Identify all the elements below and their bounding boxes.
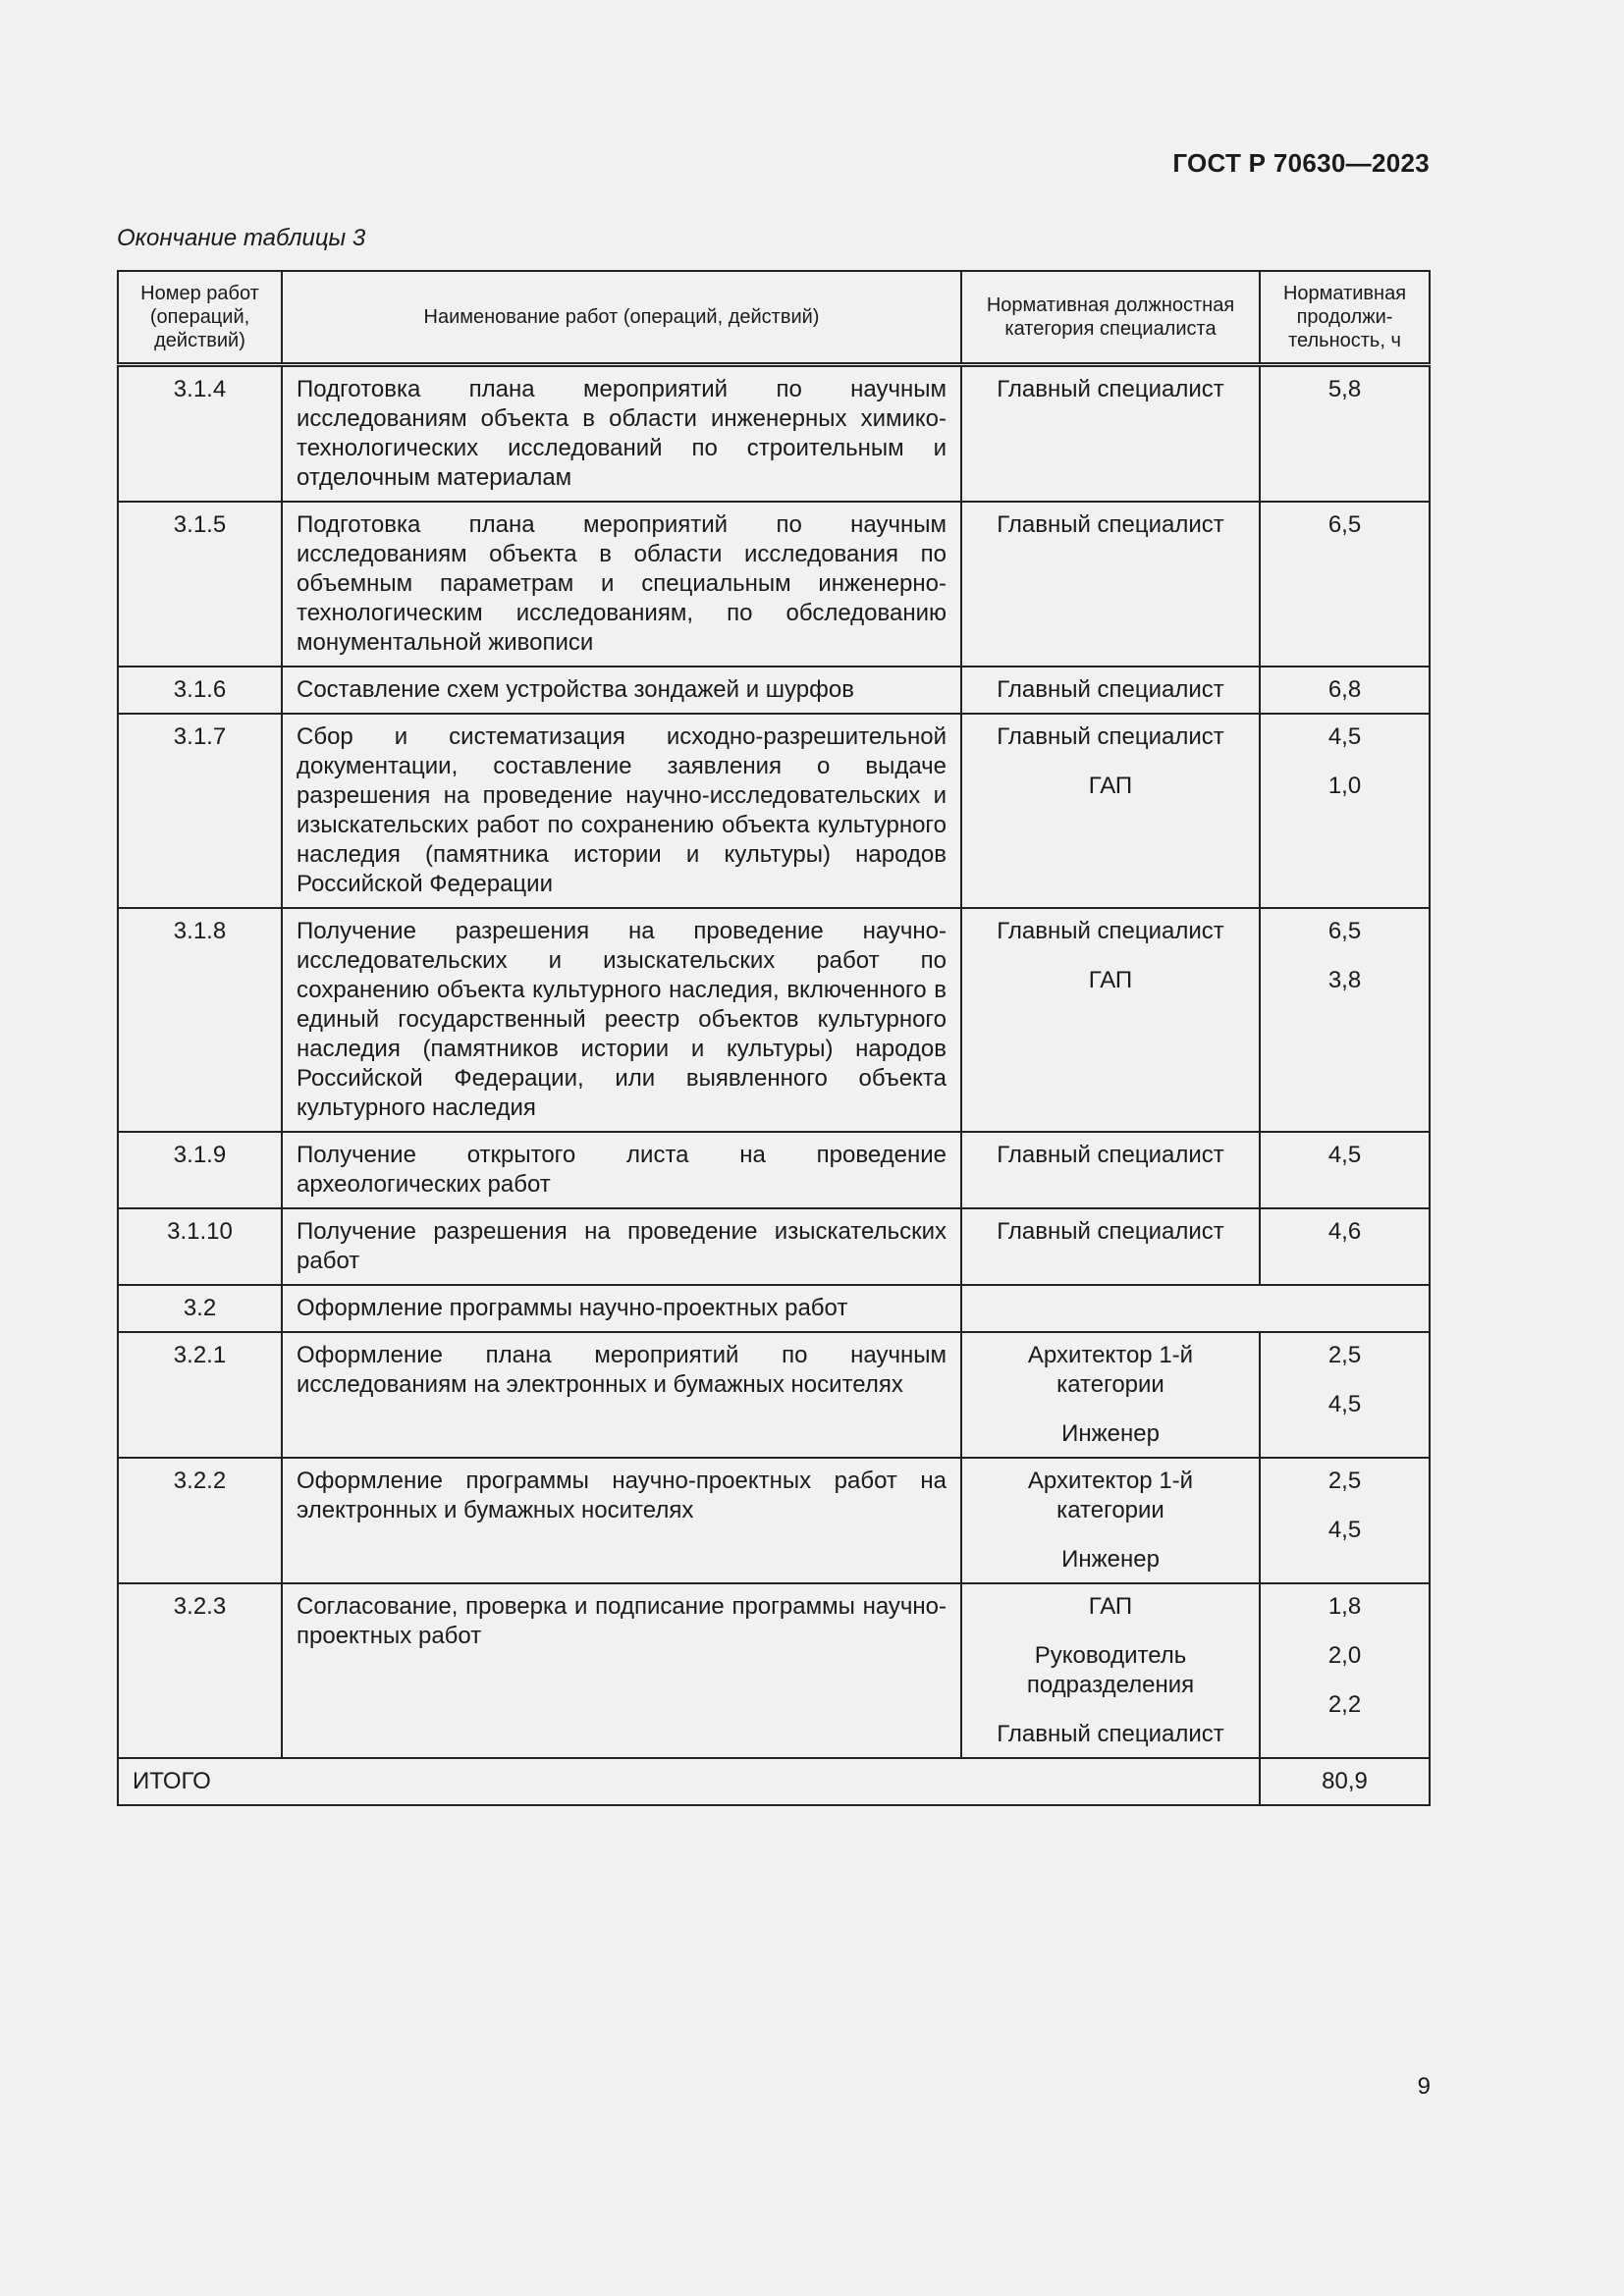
table-caption: Окончание таблицы 3 — [117, 225, 366, 251]
duration-value: 4,5 — [1327, 1517, 1362, 1543]
work-name: Получение открытого листа на проведение археологических работ — [282, 1132, 961, 1208]
duration-value: 1,0 — [1327, 773, 1362, 799]
total-row — [118, 1758, 1430, 1805]
specialist-category-cell — [961, 1458, 1260, 1583]
specialist-category-cell — [961, 1583, 1260, 1758]
duration-value: 4,5 — [1327, 723, 1362, 750]
table-row — [118, 1458, 1430, 1583]
specialist-category-cell — [961, 1332, 1260, 1458]
specialist-category: Главный специалист — [997, 676, 1224, 703]
column-header-duration: Нормативная продолжи-тельность, ч — [1260, 271, 1430, 365]
duration-value: 2,5 — [1327, 1342, 1362, 1368]
duration-value: 2,2 — [1327, 1691, 1362, 1718]
work-number: 3.1.8 — [118, 908, 282, 1132]
work-number: 3.2.3 — [118, 1583, 282, 1758]
table-row — [118, 1583, 1430, 1758]
work-number: 3.2 — [118, 1285, 282, 1332]
duration-value: 2,5 — [1327, 1468, 1362, 1494]
work-name: Сбор и систематизация исходно-разрешительной документации, составление заявления о выдаче разрешения на проведение научно-исследовательских и изыскательских работ по сохранению объекта культурного наследия (памятника истории и культуры) народов Российской Федерации — [282, 714, 961, 908]
specialist-category: Главный специалист — [997, 723, 1224, 750]
duration-value: 6,5 — [1327, 918, 1362, 944]
specialist-category-cell — [961, 908, 1260, 1132]
work-name: Составление схем устройства зондажей и шурфов — [282, 667, 961, 714]
table-header-row — [118, 271, 1430, 365]
table-row — [118, 1132, 1430, 1208]
column-header-category: Нормативная должностная категория специалиста — [961, 271, 1260, 365]
specialist-category: Главный специалист — [997, 511, 1224, 538]
duration-cell — [1260, 714, 1430, 908]
work-number: 3.1.6 — [118, 667, 282, 714]
empty-cell — [961, 1285, 1430, 1332]
specialist-category: Архитектор 1-й категории — [1027, 1342, 1194, 1398]
work-number: 3.1.5 — [118, 502, 282, 667]
work-number: 3.1.4 — [118, 365, 282, 503]
table-row — [118, 502, 1430, 667]
specialist-category: ГАП — [1088, 967, 1133, 993]
table-row — [118, 365, 1430, 503]
duration-cell — [1260, 1332, 1430, 1458]
work-norms-table — [117, 270, 1431, 1806]
duration-value: 1,8 — [1327, 1593, 1362, 1620]
specialist-category: ГАП — [1088, 773, 1133, 799]
duration-value: 4,5 — [1327, 1142, 1362, 1168]
table-row — [118, 908, 1430, 1132]
specialist-category: Главный специалист — [997, 918, 1224, 944]
work-name: Подготовка плана мероприятий по научным исследованиям объекта в области исследования по объемным параметрам и специальным инженерно-технологическим исследованиям, по обследованию монументальной живописи — [282, 502, 961, 667]
work-number: 3.1.10 — [118, 1208, 282, 1285]
duration-cell — [1260, 667, 1430, 714]
duration-value: 4,6 — [1327, 1218, 1362, 1245]
specialist-category-cell — [961, 667, 1260, 714]
work-number: 3.2.1 — [118, 1332, 282, 1458]
table-row — [118, 667, 1430, 714]
specialist-category: Главный специалист — [997, 376, 1224, 402]
page-number: 9 — [1417, 2073, 1431, 2100]
duration-cell — [1260, 1208, 1430, 1285]
duration-cell — [1260, 1132, 1430, 1208]
duration-value: 2,0 — [1327, 1642, 1362, 1669]
specialist-category: ГАП — [1088, 1593, 1133, 1620]
work-name: Согласование, проверка и подписание программы научно-проектных работ — [282, 1583, 961, 1758]
table-row — [118, 1332, 1430, 1458]
specialist-category-cell — [961, 1208, 1260, 1285]
duration-value: 4,5 — [1327, 1391, 1362, 1417]
specialist-category: Инженер — [1061, 1546, 1160, 1573]
total-label: ИТОГО — [118, 1758, 1260, 1805]
work-name: Подготовка плана мероприятий по научным исследованиям объекта в области инженерных химико-технологических исследований по строительным и отделочным материалам — [282, 365, 961, 503]
duration-value: 6,5 — [1327, 511, 1362, 538]
work-name: Оформление программы научно-проектных работ — [282, 1285, 961, 1332]
work-number: 3.1.9 — [118, 1132, 282, 1208]
duration-cell — [1260, 1583, 1430, 1758]
specialist-category-cell — [961, 714, 1260, 908]
column-header-name: Наименование работ (операций, действий) — [282, 271, 961, 365]
table-row — [118, 1208, 1430, 1285]
specialist-category-cell — [961, 1132, 1260, 1208]
work-number: 3.2.2 — [118, 1458, 282, 1583]
work-name: Получение разрешения на проведение изыскательских работ — [282, 1208, 961, 1285]
table-row — [118, 1285, 1430, 1332]
duration-cell — [1260, 908, 1430, 1132]
specialist-category: Архитектор 1-й категории — [1027, 1468, 1194, 1523]
duration-value: 3,8 — [1327, 967, 1362, 993]
duration-cell — [1260, 502, 1430, 667]
duration-value: 5,8 — [1327, 376, 1362, 402]
specialist-category: Главный специалист — [997, 1218, 1224, 1245]
work-number: 3.1.7 — [118, 714, 282, 908]
total-value: 80,9 — [1260, 1758, 1430, 1805]
work-name: Оформление программы научно-проектных работ на электронных и бумажных носителях — [282, 1458, 961, 1583]
specialist-category: Главный специалист — [997, 1721, 1224, 1747]
specialist-category-cell — [961, 502, 1260, 667]
table-body — [118, 365, 1430, 1806]
duration-cell — [1260, 365, 1430, 503]
duration-value: 6,8 — [1327, 676, 1362, 703]
table-row — [118, 714, 1430, 908]
specialist-category: Главный специалист — [997, 1142, 1224, 1168]
column-header-number: Номер работ (операций, действий) — [118, 271, 282, 365]
specialist-category: Руководитель подразделения — [1026, 1642, 1195, 1698]
document-code: ГОСТ Р 70630—2023 — [1172, 148, 1430, 178]
specialist-category: Инженер — [1061, 1420, 1160, 1447]
work-name: Получение разрешения на проведение научно-исследовательских и изыскательских работ по сохранению объекта культурного наследия, включенного в единый государственный реестр объектов культурного наследия (памятников истории и культуры) народов Российской Федерации, или выявленного объекта культурного наследия — [282, 908, 961, 1132]
work-name: Оформление плана мероприятий по научным исследованиям на электронных и бумажных носителях — [282, 1332, 961, 1458]
duration-cell — [1260, 1458, 1430, 1583]
specialist-category-cell — [961, 365, 1260, 503]
